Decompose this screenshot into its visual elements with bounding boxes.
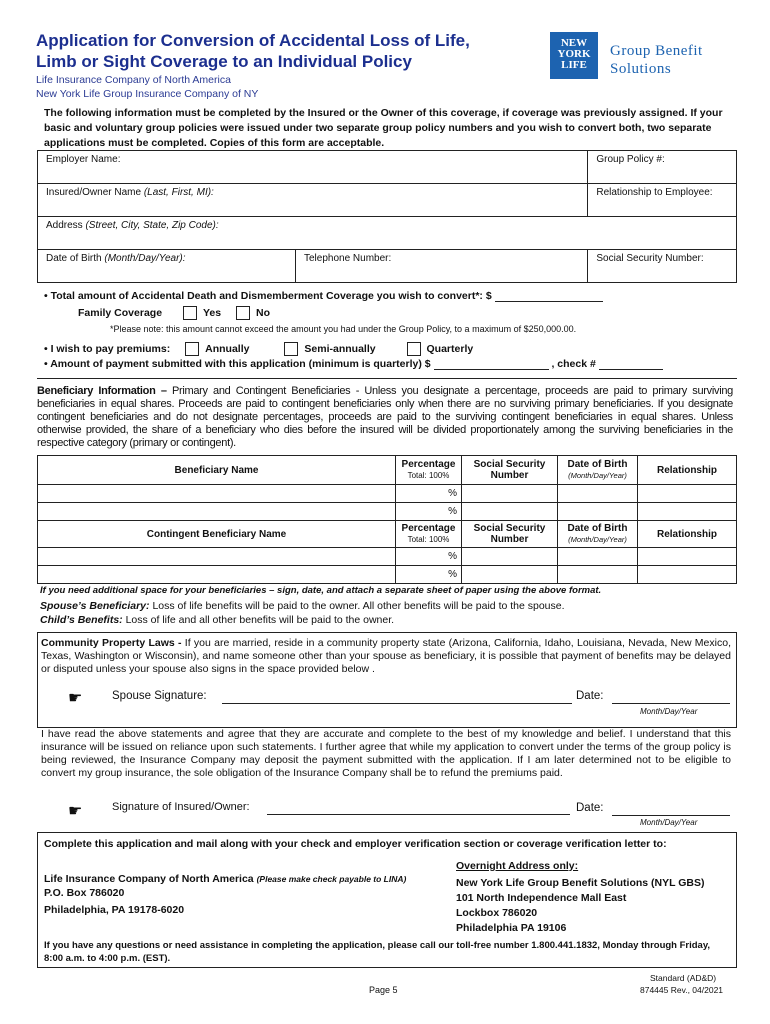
company-name-2: New York Life Group Insurance Company of NY [36,88,259,100]
beneficiary-table [37,455,737,584]
payment-amount-input[interactable] [434,369,549,370]
relationship-field[interactable] [588,184,737,217]
no-checkbox[interactable] [236,306,250,320]
insured-signature-label: Signature of Insured/Owner: [112,801,250,813]
group-policy-label: Group Policy #: [596,154,665,165]
premium-label: I wish to pay premiums: [50,342,171,355]
ssn-field[interactable] [588,250,737,283]
relationship-cell[interactable] [638,566,737,584]
pointing-hand-icon: ☛ [68,803,83,820]
lina-address-name [44,873,406,885]
contingent-name-cell[interactable] [38,548,396,566]
header-percentage [396,456,462,485]
standard-label: Standard (AD&D) [650,973,717,983]
header-ssn: Social Security Number [462,456,558,485]
insured-date-input[interactable] [612,802,730,816]
insured-name-hint: (Last, First, MI): [143,187,214,198]
percentage-total: Total: 100% [407,471,450,480]
personal-info-table [37,150,737,283]
group-policy-field[interactable] [588,151,737,184]
lina-name: Life Insurance Company of North America [44,873,254,885]
header-beneficiary-name: Beneficiary Name [38,456,396,485]
overnight-label: Overnight Address only: [456,860,579,872]
percentage-cell[interactable]: % [396,566,462,584]
community-property-label: Community Property Laws - [41,637,182,649]
semi-annually-checkbox[interactable] [284,342,298,356]
spouse-beneficiary-label: Spouse’s Beneficiary: [40,600,150,612]
no-label: No [256,306,270,319]
logo-line: YORK [557,48,591,60]
header-dob [558,521,638,548]
family-coverage-row [78,306,270,320]
beneficiary-heading: Beneficiary Information – [37,385,167,397]
percentage-total: Total: 100% [407,535,450,544]
payment-row: • Amount of payment submitted with this application (minimum is quarterly) $ , check # [44,358,663,370]
dob-col-hint: (Month/Day/Year) [568,471,627,480]
spouse-signature-label: Spouse Signature: [112,690,207,702]
insured-name-field[interactable] [38,184,588,217]
dob-cell[interactable] [558,566,638,584]
annually-label: Annually [205,342,250,355]
intro-text: The following information must be completed by the Insured or the Owner of this coverage, if coverage was previously assigned. If your basic and voluntary group policies were issued under two separate group policy numbers and you wish to convert both, two separate applications must be completed. Copies of this form are acceptable. [44,107,723,149]
pointing-hand-icon: ☛ [68,690,83,707]
header-ssn: Social Security Number [462,521,558,548]
relationship-cell[interactable] [638,485,737,503]
dob-cell[interactable] [558,503,638,521]
additional-space-note: If you need additional space for your beneficiaries – sign, date, and attach a separate sheet of paper using the above format. [40,585,602,596]
dob-field[interactable] [38,250,296,283]
header-relationship: Relationship [638,456,737,485]
mailing-heading: Complete this application and mail along with your check and employer verification section or coverage verification letter to: [44,838,667,850]
logo-text-line: Group Benefit [610,43,703,59]
employer-name-field[interactable] [38,151,588,184]
address-label: Address [46,220,83,231]
beneficiary-description: Primary and Contingent Beneficiaries - Unless you designate a percentage, proceeds are paid to primary surviving beneficiaries in equal shares. Proceeds are paid to contingent beneficiaries only when there are no surviving primary beneficiaries. If you designate contingent beneficiaries and do not designate percentages, proceeds are paid to the surviving contingent beneficiaries in equal shares. Unless otherwise provided, the share of a beneficiary who dies before the insured will be divided proportionately among the surviving beneficiaries in the respective category (primary or contingent). [37,385,733,449]
check-number-input[interactable] [599,369,663,370]
telephone-field[interactable] [296,250,588,283]
quarterly-checkbox[interactable] [407,342,421,356]
address-field[interactable] [38,217,737,250]
ssn-cell[interactable] [462,566,558,584]
dob-col-hint: (Month/Day/Year) [568,535,627,544]
spouse-signature-input[interactable] [222,690,572,704]
lina-po-box: P.O. Box 786020 [44,887,125,899]
family-coverage-label: Family Coverage [78,306,163,319]
nyl-name: New York Life Group Benefit Solutions (NYL GBS) [456,877,705,889]
group-benefit-logo-text [610,42,703,78]
relationship-cell[interactable] [638,548,737,566]
percentage-cell[interactable]: % [396,548,462,566]
premium-row: • I wish to pay premiums: Annually Semi-annually Quarterly [44,342,474,355]
nyl-street: 101 North Independence Mall East [456,892,627,904]
annually-checkbox[interactable] [185,342,199,356]
coverage-note: *Please note: this amount cannot exceed the amount you had under the Group Policy, to a maximum of $250,000.00. [110,324,577,334]
header-percentage [396,521,462,548]
coverage-amount-row: • Total amount of Accidental Death and Dismemberment Coverage you wish to convert*: $ [44,290,603,302]
page-number: Page 5 [369,985,398,995]
relationship-cell[interactable] [638,503,737,521]
spouse-beneficiary-note [40,600,565,613]
lina-check-note: (Please make check payable to LINA) [256,874,407,884]
ssn-cell[interactable] [462,503,558,521]
yes-checkbox[interactable] [183,306,197,320]
address-hint: (Street, City, State, Zip Code): [85,220,219,231]
new-york-life-logo [550,32,598,79]
agreement-statement: I have read the above statements and agree that they are accurate and complete to the best of my knowledge and belief. I understand that this insurance will be issued on reliance upon such statements. I further agree that while my application to convert under the terms of the group policy is being reviewed, the Insurance Company may deposit the payment submitted with the application. If I am later determined not to be eligible to convert my group insurance, the sole obligation of the Insurance Company shall be to refund the premiums paid. [41,728,731,779]
company-name-1: Life Insurance Company of North America [36,74,231,86]
insured-date-hint: Month/Day/Year [640,818,698,827]
spouse-beneficiary-text: Loss of life benefits will be paid to the owner. All other benefits will be paid to the spouse. [149,600,565,612]
quarterly-label: Quarterly [426,342,474,355]
header-contingent-name: Contingent Beneficiary Name [38,521,396,548]
percentage-label: Percentage [401,459,456,470]
nyl-city: Philadelphia PA 19106 [456,922,567,934]
percentage-label: Percentage [401,523,456,534]
percentage-cell[interactable]: % [396,503,462,521]
coverage-amount-input[interactable] [495,301,603,302]
nyl-lockbox: Lockbox 786020 [456,907,538,919]
questions-note: If you have any questions or need assistance in completing the application, please call our toll-free number 1.800.441.1832, Monday through Friday, 8:00 a.m. to 4:00 p.m. (EST). [44,940,711,964]
title-line-1: Application for Conversion of Accidental Loss of Life, [36,31,470,50]
child-benefits-note [40,614,394,627]
header-relationship: Relationship [638,521,737,548]
dob-col-label: Date of Birth [567,459,628,470]
beneficiary-info-text [37,385,733,450]
community-property-text [41,637,731,676]
dob-hint: (Month/Day/Year): [104,253,186,264]
employer-name-label: Employer Name: [46,154,121,165]
ssn-label: Social Security Number: [596,253,704,264]
check-label: , check # [551,358,596,370]
yes-label: Yes [202,306,222,319]
community-property-description: If you are married, reside in a community property state (Arizona, California, Idaho, Louisiana, Nevada, New Mexico, Texas, Washington or Wisconsin), and name someone other than your spouse as beneficiary, it is possible that payment of benefits may be delayed or disputed unless your spouse also signs in the space provided below . [41,637,731,675]
logo-line: LIFE [561,59,587,71]
child-benefits-label: Child’s Benefits: [40,614,123,626]
spouse-date-hint: Month/Day/Year [640,707,698,716]
spouse-date-input[interactable] [612,690,730,704]
lina-city: Philadelphia, PA 19178-6020 [44,904,185,916]
insured-date-label: Date: [576,802,604,814]
coverage-amount-label: Total amount of Accidental Death and Dismemberment Coverage you wish to convert*: $ [50,290,492,302]
dob-col-label: Date of Birth [567,523,628,534]
payment-label: Amount of payment submitted with this application (minimum is quarterly) $ [50,358,431,370]
divider [37,378,737,379]
logo-text-line: Solutions [610,61,672,77]
beneficiary-name-cell[interactable] [38,485,396,503]
logo-line: NEW [560,37,588,49]
relationship-label: Relationship to Employee: [596,187,713,198]
percentage-cell[interactable]: % [396,485,462,503]
form-title [36,30,516,72]
telephone-label: Telephone Number: [304,253,392,264]
ssn-cell[interactable] [462,485,558,503]
beneficiary-name-cell[interactable] [38,503,396,521]
insured-signature-input[interactable] [267,801,570,815]
dob-cell[interactable] [558,485,638,503]
form-revision: 874445 Rev., 04/2021 [640,985,724,995]
dob-label: Date of Birth [46,253,102,264]
dob-cell[interactable] [558,548,638,566]
child-benefits-text: Loss of life and all other benefits will be paid to the owner. [122,614,395,626]
header-dob [558,456,638,485]
semi-annually-label: Semi-annually [304,342,376,355]
contingent-name-cell[interactable] [38,566,396,584]
spouse-date-label: Date: [576,690,604,702]
title-line-2: Limb or Sight Coverage to an Individual Policy [36,52,412,71]
insured-name-label: Insured/Owner Name [46,187,142,198]
ssn-cell[interactable] [462,548,558,566]
